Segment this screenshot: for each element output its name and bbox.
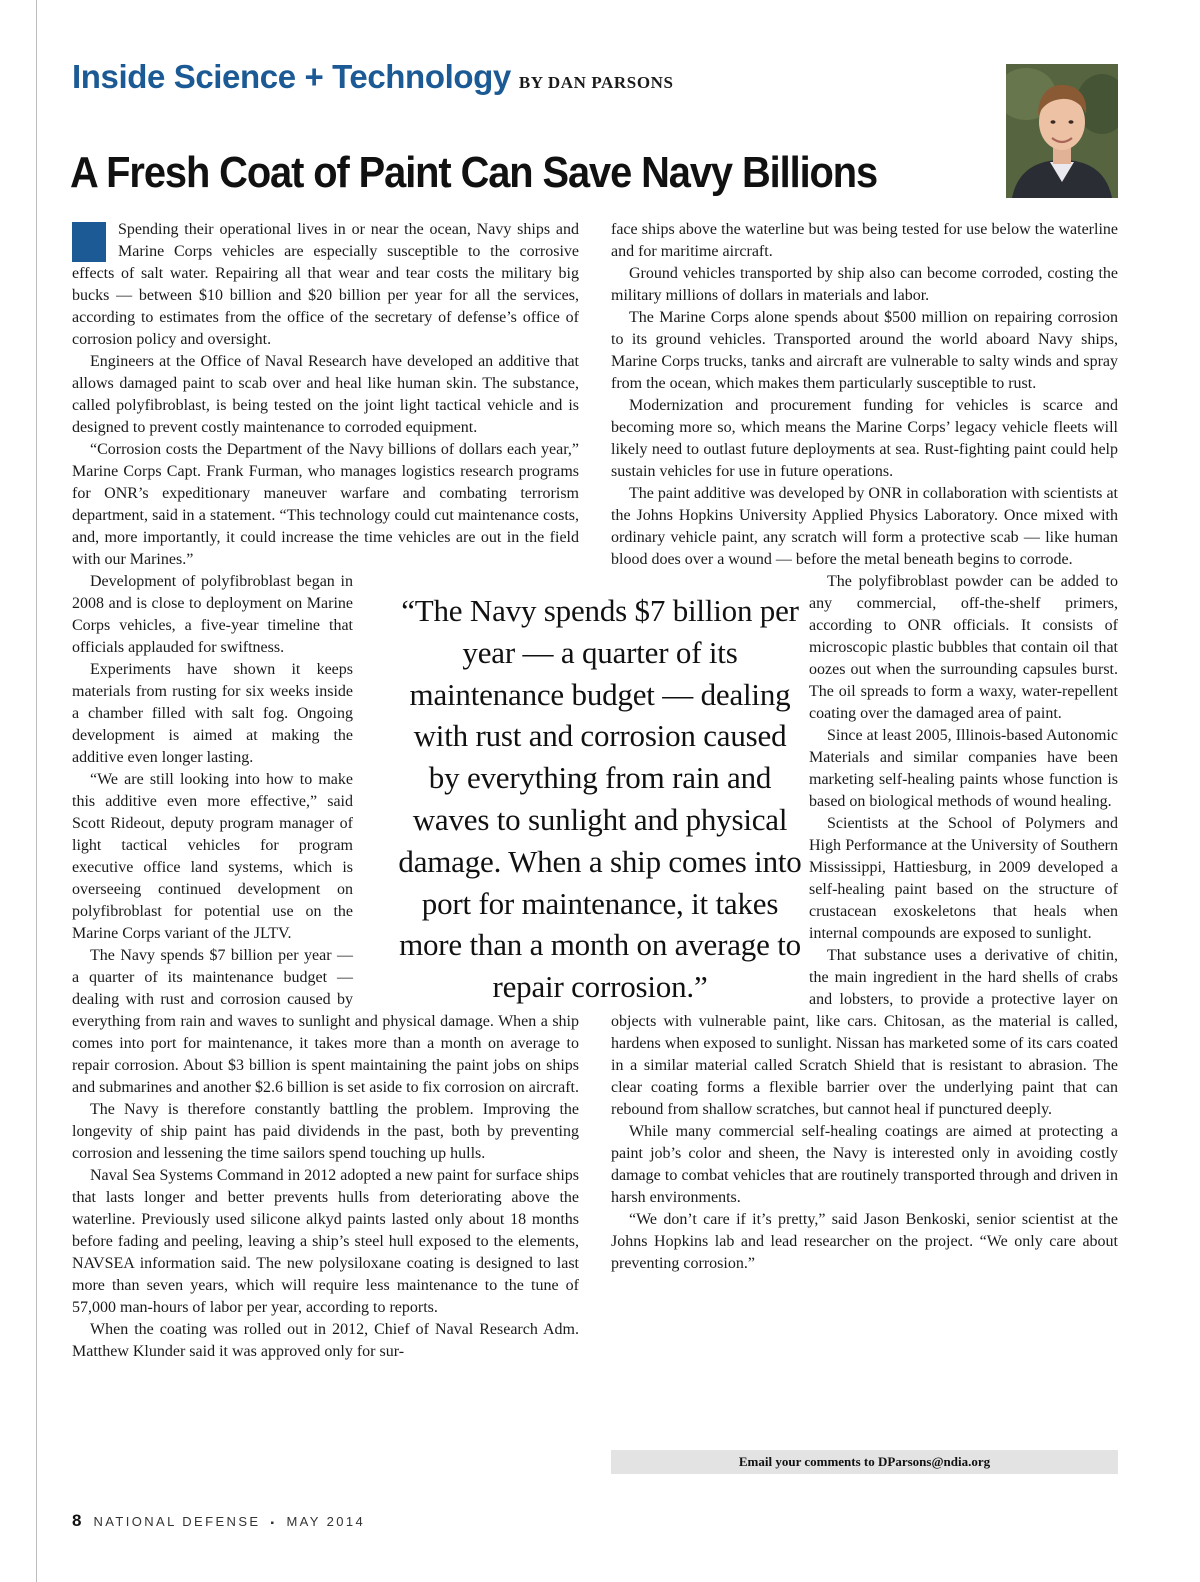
paragraph: Engineers at the Office of Naval Research have developed an additive that allows damaged paint to scab over and heal like human skin. The substance, called polyfibroblast, is being tested on the joint light tactical vehicle and is designed to prevent costly maintenance to corroded equipment. [72,353,579,436]
paragraph: “We don’t care if it’s pretty,” said Jason Benkoski, senior scientist at the Johns Hopkins lab and lead researcher on the project. “We only care about preventing corrosion.” [611,1211,1118,1272]
paragraph: “Corrosion costs the Department of the Navy billions of dollars each year,” Marine Corps Capt. Frank Furman, who manages logistics research programs for ONR’s expeditionary maneuver warfare and combating terrorism department, said in a statement. “This technology could cut maintenance costs, and, more importantly, it could increase the time vehicles are out in the field with our Marines.” [72,441,579,568]
column-name: Inside Science + Technology [72,58,511,95]
byline: BY DAN PARSONS [518,73,674,92]
issue-date: MAY 2014 [286,1514,366,1529]
pull-quote-space [611,571,809,1011]
paragraph: face ships above the waterline but was being tested for use below the waterline and for maritime aircraft. [611,221,1118,260]
page-gutter-rule [36,0,37,1582]
paragraph: The Marine Corps alone spends about $500 million on repairing corrosion to its ground vehicles. Transported around the world aboard Navy ships, Marine Corps trucks, tanks and aircraft are vulnerable to salty winds and spray from the ocean, which makes them particularly susceptible to rust. [611,309,1118,392]
paragraph: Development of polyfibroblast began in 2008 and is close to deployment on Marine Corps vehicles, a five-year timeline that officials applauded for swiftness. [72,573,353,656]
article-headline: A Fresh Coat of Paint Can Save Navy Billions [70,148,878,197]
paragraph: “We are still looking into how to make this additive even more effective,” said Scott Rideout, deputy program manager of light tactical vehicles for program executive office land systems, which is overseeing continued development on polyfibroblast for potential use on the Marine Corps variant of the JLTV. [72,771,353,942]
paragraph: When the coating was rolled out in 2012, Chief of Naval Research Adm. Matthew Klunder said it was approved only for sur- [72,1321,579,1360]
author-photo-icon [1006,64,1118,198]
drop-square-icon [72,222,106,262]
paragraph: While many commercial self-healing coatings are aimed at protecting a paint job’s color and sheen, the Navy is interested only in avoiding costly damage to combat vehicles that are routinely transported through and driven in harsh environments. [611,1123,1118,1206]
paragraph: The paint additive was developed by ONR in collaboration with scientists at the Johns Hopkins University Applied Physics Laboratory. Once mixed with ordinary vehicle paint, any scratch will form a protective scab — like human blood does over a wound — before the metal beneath begins to corrode. [611,485,1118,568]
page-footer [72,1511,365,1531]
paragraph: The Navy is therefore constantly battling the problem. Improving the longevity of ship paint has paid dividends in the past, both by preventing corrosion and lessening the time sailors spend touching up hulls. [72,1101,579,1162]
paragraph: Spending their operational lives in or near the ocean, Navy ships and Marine Corps vehicles are especially susceptible to the corrosive effects of salt water. Repairing all that wear and tear costs the military big bucks — between $10 billion and $20 billion per year for all the services, according to estimates from the office of the secretary of defense’s office of corrosion policy and oversight. [72,221,579,348]
paragraph: Modernization and procurement funding for vehicles is scarce and becoming more so, which means the Marine Corps’ legacy vehicle fleets will likely need to outlast future deployments at sea. Rust-fighting paint could help sustain vehicles for use in future operations. [611,397,1118,480]
page-number: 8 [72,1511,82,1530]
article-column-right [611,219,1118,1449]
email-address-link[interactable]: DParsons@ndia.org [878,1454,991,1469]
footer-separator-icon: ▪ [270,1518,277,1529]
publication-name: NATIONAL DEFENSE [93,1514,261,1529]
pull-quote: “The Navy spends $7 billion per year — a quarter of its maintenance budget — dealing with rust and corrosion caused by everything from rain and waves to sunlight and physical damage. When a ship comes into port for maintenance, it takes more than a month on average to repair corrosion.” [398,593,802,1005]
author-photo [1006,64,1118,198]
email-prefix: Email your comments to [738,1454,878,1469]
paragraph: Ground vehicles transported by ship also can become corroded, costing the military millions of dollars in materials and labor. [611,265,1118,304]
email-comments-bar [611,1450,1118,1474]
paragraph: The polyfibroblast powder can be added to any commercial, off-the-shelf primers, according to ONR officials. It consists of microscopic plastic bubbles that contain oil that oozes out when the surrounding capsules burst. The oil spreads to form a waxy, water-repellent coating over the damaged area of paint. [809,573,1118,722]
paragraph: Since at least 2005, Illinois-based Autonomic Materials and similar companies have been marketing self-healing paints whose function is based on biological methods of wound healing. [809,727,1118,810]
paragraph: That substance uses a derivative of chitin, the main ingredient in the hard shells of crabs and lobsters, to provide a protective layer on objects with vulnerable paint, like cars. Chitosan, as the material is called, hardens when exposed to sunlight. Nissan has marketed some of its cars coated in a similar material called Scratch Shield that is resistant to abrasion. The clear coating forms a flexible barrier over the underlying paint that can rebound from shallow scratches, but cannot heal if punctured deeply. [611,947,1118,1118]
paragraph: The Navy spends $7 billion per year — a quarter of its maintenance budget — dealing with rust and corrosion caused by everything from rain and waves to sunlight and physical damage. When a ship comes into port for maintenance, it takes more than a month on average to repair corrosion. About $3 billion is spent maintaining the paint jobs on ships and submarines and another $2.6 billion is set aside to fix corrosion on aircraft. [72,947,579,1096]
paragraph: Naval Sea Systems Command in 2012 adopted a new paint for surface ships that lasts longer and better prevents hulls from deteriorating above the waterline. Previously used silicone alkyd paints lasted only about 18 months before fading and peeling, leaving a ship’s steel hull exposed to the elements, NAVSEA information said. The new polysiloxane coating is designed to last more than seven years, which will require less maintenance to the tune of 57,000 man-hours of labor per year, according to reports. [72,1167,579,1316]
column-header [72,58,674,96]
paragraph: Experiments have shown it keeps materials from rusting for six weeks inside a chamber filled with salt fog. Ongoing development is aimed at making the additive even longer lasting. [72,661,353,766]
paragraph: Scientists at the School of Polymers and High Performance at the University of Southern Mississippi, Hattiesburg, in 2009 developed a self-healing paint based on the structure of crustacean exoskeletons that heals when internal compounds are exposed to sunlight. [809,815,1118,942]
